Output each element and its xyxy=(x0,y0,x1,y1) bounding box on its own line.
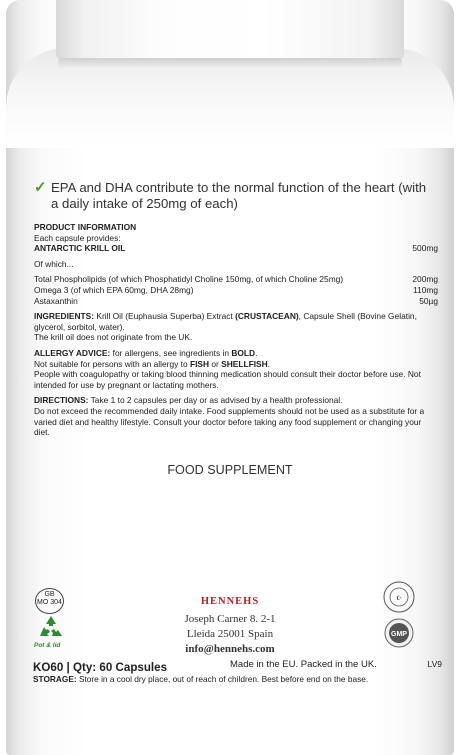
bottle-cap xyxy=(56,0,404,60)
made-in-text: Made in the EU. Packed in the UK. xyxy=(230,659,377,670)
allergy-warning-text: People with coagulopathy or taking blood thinning medication should consult their doctor before use. Not intended for use by pregnant or lactating mothers. xyxy=(34,369,421,390)
directions-label: DIRECTIONS: xyxy=(34,395,89,406)
health-claim xyxy=(34,180,438,212)
check-icon: ✓ xyxy=(34,179,47,196)
main-ingredient-name: ANTARCTIC KRILL OIL xyxy=(34,243,126,254)
company-address-line1: Joseph Carner 8. 2-1 xyxy=(184,613,276,625)
halal-badge-icon xyxy=(382,580,416,614)
ingredients-label: INGREDIENTS: xyxy=(34,311,95,322)
svg-text:GMP: GMP xyxy=(391,631,407,638)
nutrient-name: Astaxanthin xyxy=(34,295,78,306)
lv-code: LV9 xyxy=(427,659,442,669)
food-supplement-heading: FOOD SUPPLEMENT xyxy=(167,463,293,477)
nutrient-amount: 200mg xyxy=(412,274,438,285)
storage-text: STORAGE: Store in a cool dry place, out of reach of children. Best before end on the base. xyxy=(33,674,369,684)
gb-badge: GB MO 304 xyxy=(35,588,64,614)
product-code: KO60 | Qty: 60 Capsules xyxy=(33,661,168,674)
pot-lid-label: Pot & lid xyxy=(34,642,61,649)
nutrient-row xyxy=(34,296,438,307)
of-which-text: Of which... xyxy=(34,258,74,269)
nutrient-amount: 50µg xyxy=(419,295,438,306)
nutrient-name: Total Phospholipids (of which Phosphatidyl Choline 150mg, of which Choline 25mg) xyxy=(34,274,344,285)
footer xyxy=(33,658,442,684)
nutrient-amount: 110mg xyxy=(413,284,438,295)
nutrient-name: Omega 3 (of which EPA 60mg, DHA 28mg) xyxy=(34,284,194,295)
company-name: HENNEHS xyxy=(200,596,260,607)
bottle-neck xyxy=(58,58,402,68)
main-ingredient-row xyxy=(34,243,438,254)
ingredients-text: INGREDIENTS: Krill Oil (Euphausia Superba) Extract (CRUSTACEAN), Capsule Shell (Bovine Gelatin, glycerol, sorbitol, water). xyxy=(34,311,417,332)
directions-text: DIRECTIONS: Take 1 to 2 capsules per day or as advised by a health professional. xyxy=(34,395,343,406)
product-label xyxy=(34,180,438,438)
allergy-fish-text: Not suitable for persons with an allergy to FISH or SHELLFISH. xyxy=(34,358,270,369)
directions-warning-text: Do not exceed the recommended daily intake. Food supplements should not be used as a substitute for a varied diet and healthy lifestyle. Consult your doctor before taking any food supplement or changing your diet. xyxy=(34,405,425,438)
gmp-badge-icon xyxy=(384,618,414,648)
allergy-label: ALLERGY ADVICE: xyxy=(34,347,111,358)
nutrient-row xyxy=(34,285,438,296)
origin-text: The krill oil does not originate from the UK. xyxy=(34,332,193,343)
nutrient-row xyxy=(34,274,438,285)
main-ingredient-amount: 500mg xyxy=(412,243,438,254)
allergy-text: ALLERGY ADVICE: for allergens, see ingredients in BOLD. xyxy=(34,347,258,358)
product-info-title: PRODUCT INFORMATION xyxy=(34,222,137,232)
company-address-line2: Lleida 25001 Spain xyxy=(186,628,274,640)
claim-text: EPA and DHA contribute to the normal function of the heart (with a daily intake of 250mg of each) xyxy=(51,180,427,211)
svg-text:☪: ☪ xyxy=(396,596,402,602)
each-capsule-text: Each capsule provides: xyxy=(34,232,121,243)
company-email: info@hennehs.com xyxy=(185,643,275,655)
